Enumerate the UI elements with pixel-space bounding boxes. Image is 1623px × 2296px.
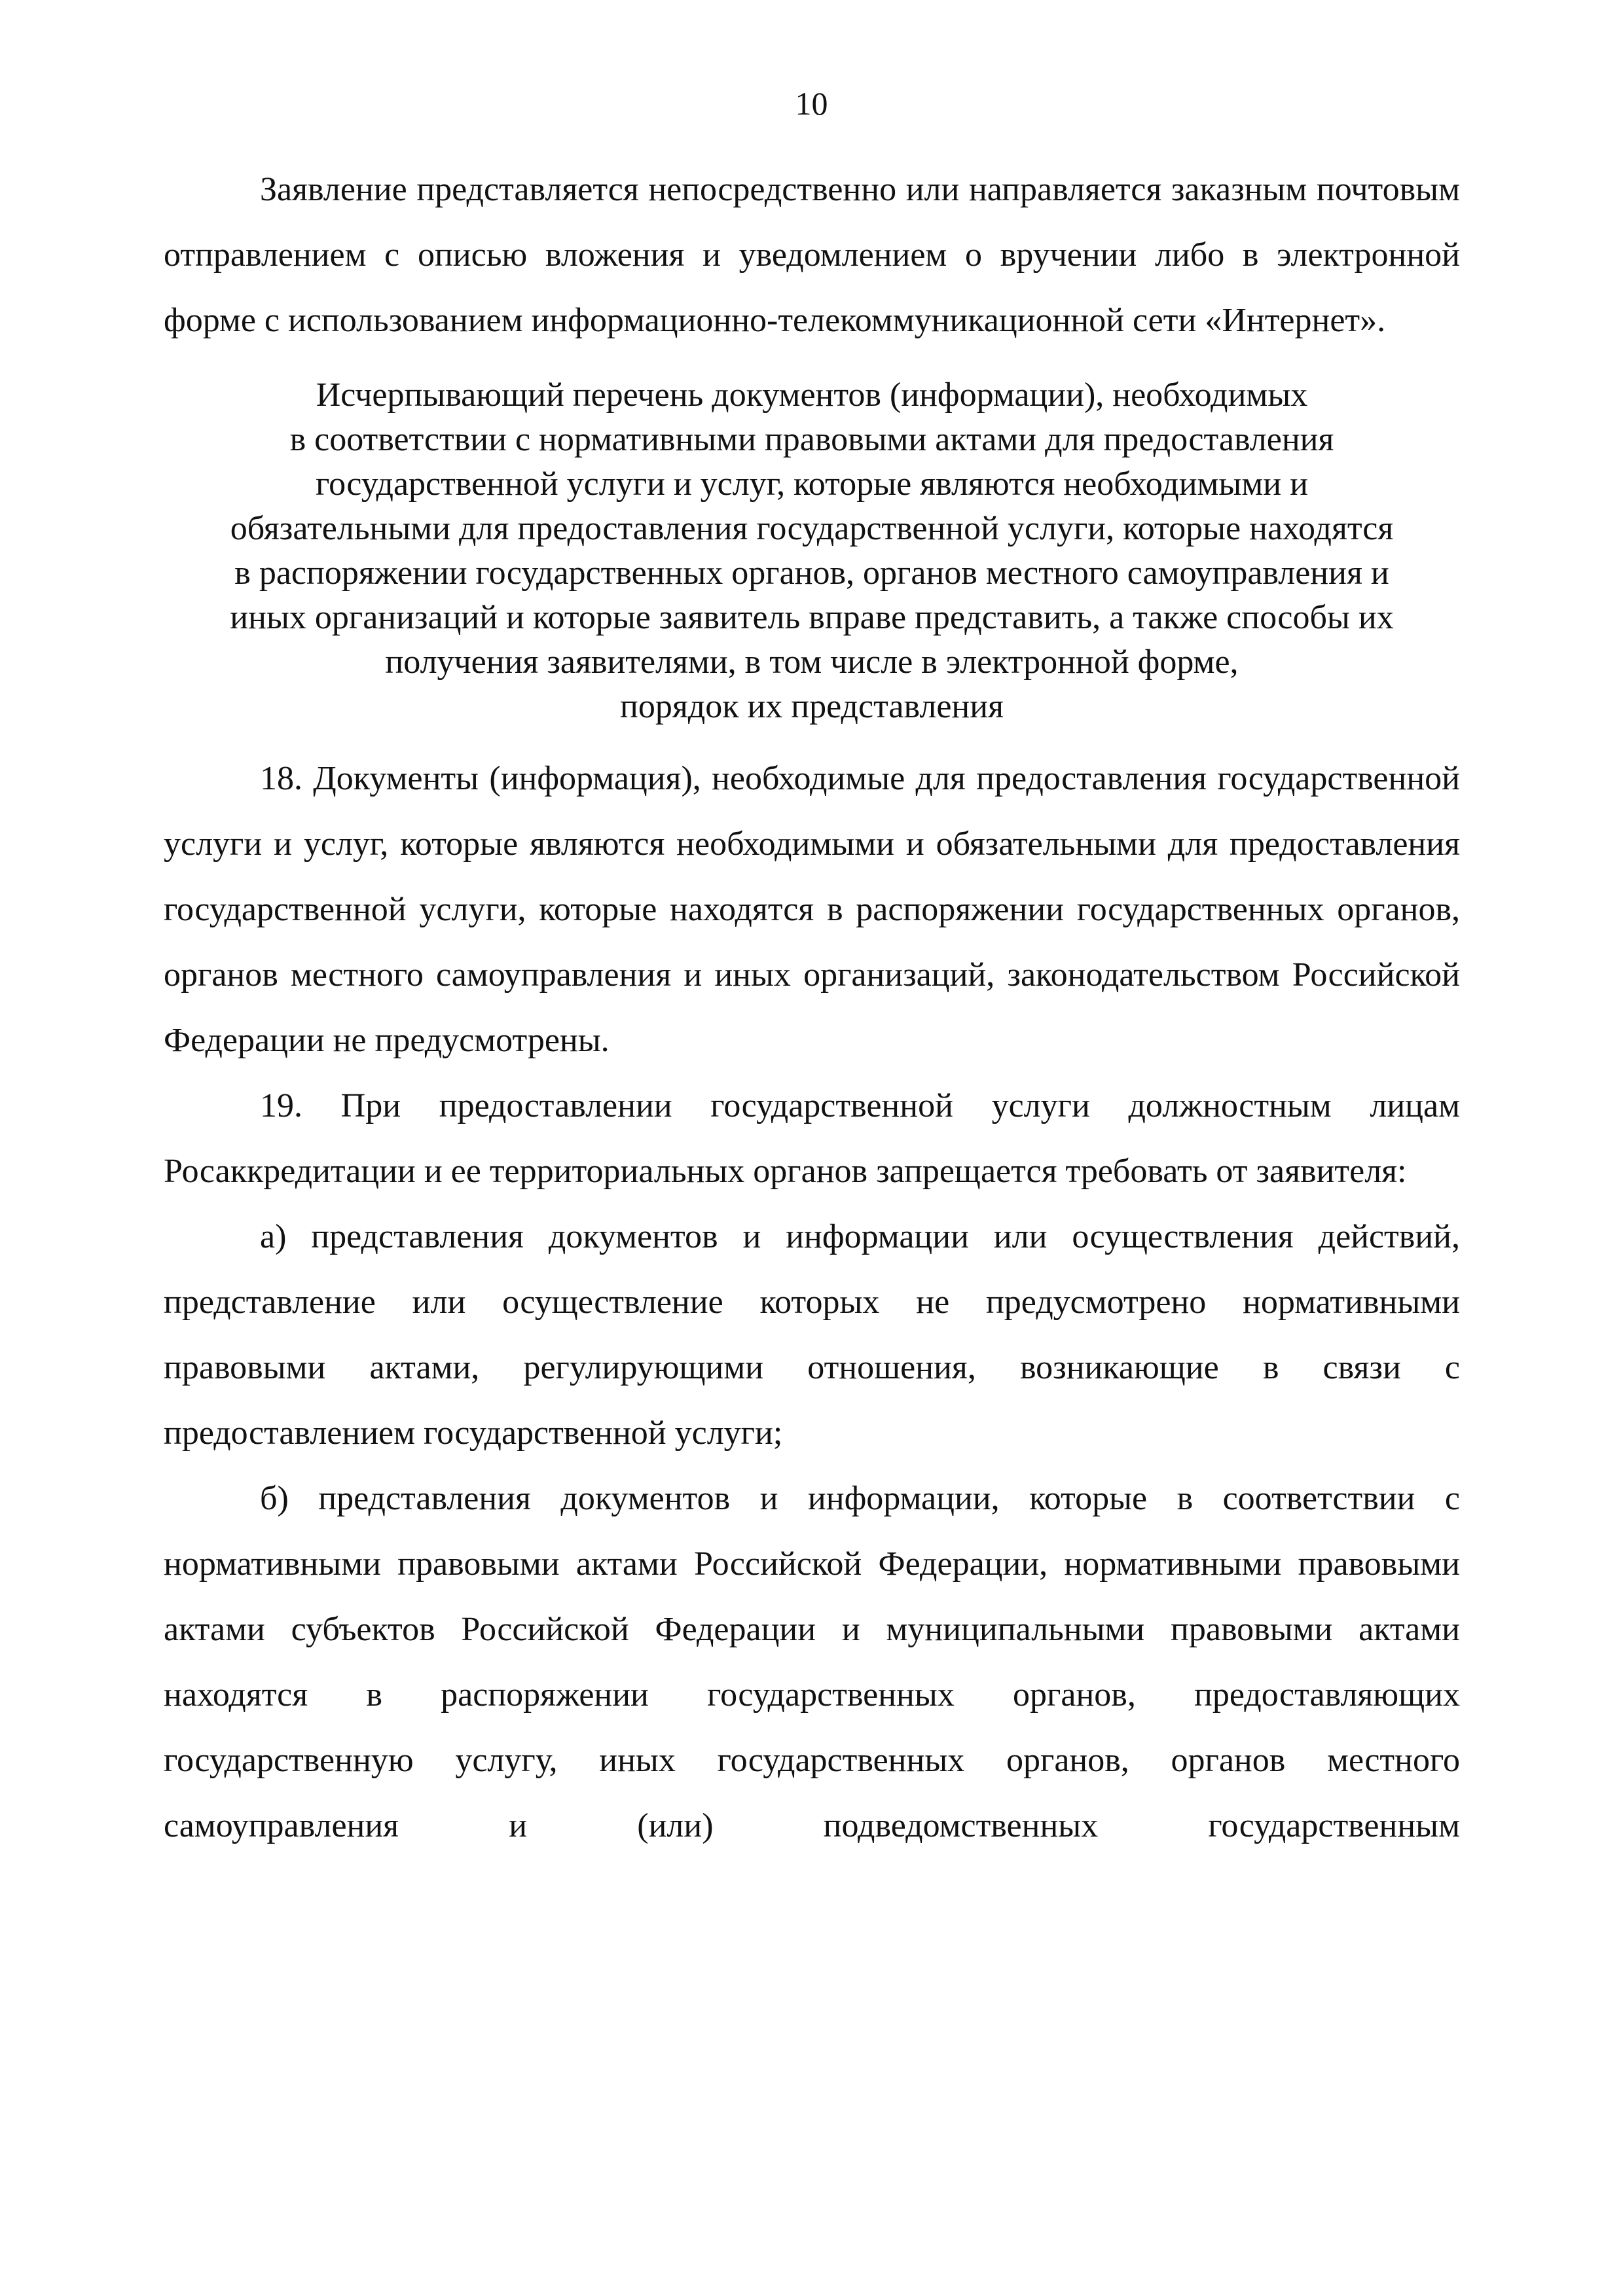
paragraph-19-a: а) представления документов и информации или осуществления действий, представление или осуществление которых не предусмотрено нормативными правовыми актами, регулирующими отношения, возникающие в связи с предоставлением государственной услуги; [164, 1218, 1460, 1452]
section-heading [164, 373, 1460, 729]
section-heading-line: обязательными для предоставления государственной услуги, которые находятся [230, 510, 1394, 547]
section-heading-line: государственной услуги и услуг, которые являются необходимыми и [316, 465, 1308, 503]
section-heading-line: в соответствии с нормативными правовыми актами для предоставления [289, 421, 1334, 458]
intro-paragraph: Заявление представляется непосредственно или направляется заказным почтовым отправлением с описью вложения и уведомлением о вручении либо в электронной форме с использованием информационно-телекоммуникационной сети «Интернет». [164, 171, 1460, 339]
page-number: 10 [795, 85, 828, 122]
paragraph-19: 19. При предоставлении государственной услуги должностным лицам Росаккредитации и ее территориальных органов запрещается требовать от заявителя: [164, 1087, 1460, 1190]
section-heading-line: порядок их представления [620, 688, 1004, 725]
paragraph-19-b: б) представления документов и информации, которые в соответствии с нормативными правовыми актами Российской Федерации, нормативными правовыми актами субъектов Российской Федерации и муниципальными правовыми актами находятся в распоряжении государственных органов, предоставляющих государственную услугу, иных государственных органов, органов местного самоуправления и (или) подведомственных государственным [164, 1480, 1460, 1844]
section-heading-line: Исчерпывающий перечень документов (информации), необходимых [316, 376, 1308, 414]
section-heading-line: иных организаций и которые заявитель вправе представить, а также способы их [230, 599, 1394, 636]
page-content [164, 157, 1460, 1859]
section-heading-line: в распоряжении государственных органов, органов местного самоуправления и [234, 554, 1389, 592]
paragraph-18: 18. Документы (информация), необходимые для предоставления государственной услуги и услуг, которые являются необходимыми и обязательными для предоставления государственной услуги, которые находятся в распоряжении государственных органов, органов местного самоуправления и иных организаций, законодательством Российской Федерации не предусмотрены. [164, 760, 1460, 1059]
section-heading-line: получения заявителями, в том числе в электронной форме, [385, 643, 1239, 681]
